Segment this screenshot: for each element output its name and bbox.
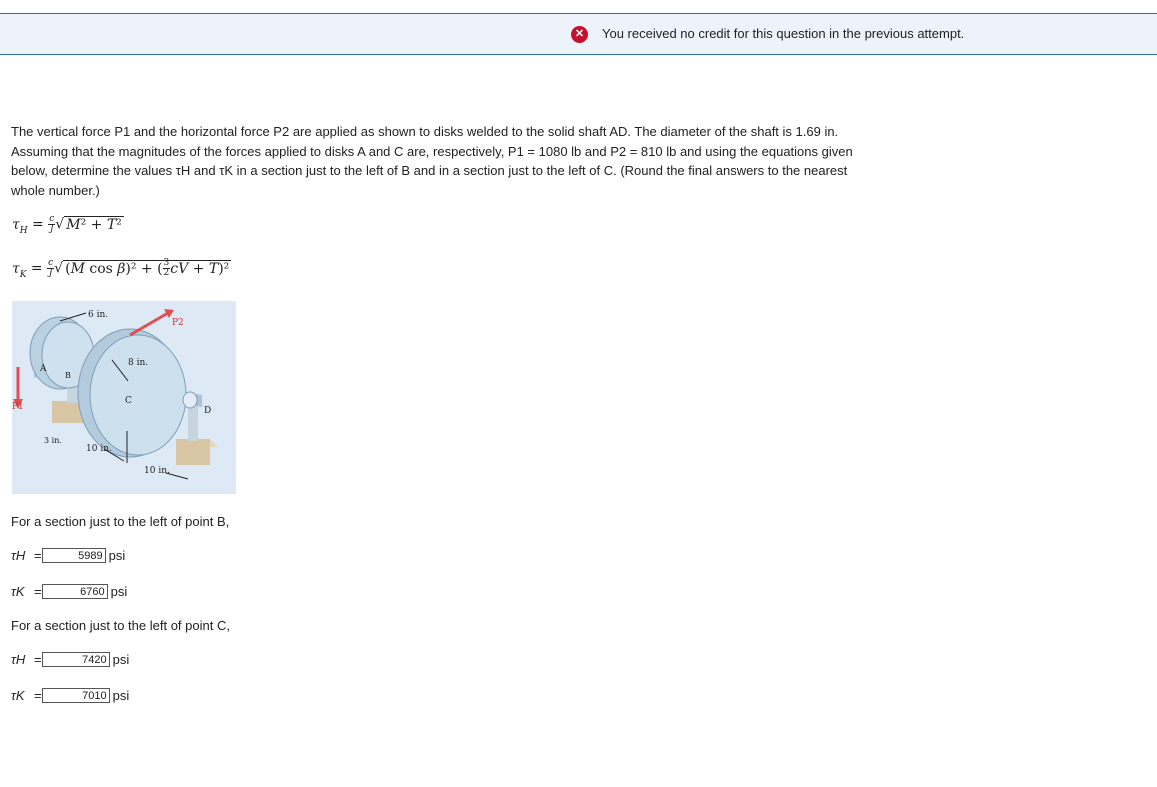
symbol: τK — [11, 687, 25, 703]
unit: psi — [108, 547, 126, 563]
answer-input-b-tau-k[interactable]: 6760 — [42, 584, 108, 599]
label-6in: 6 in. — [88, 310, 109, 320]
shaft-figure — [12, 301, 236, 494]
feedback-message: You received no credit for this question in the previous attempt. — [602, 26, 965, 41]
section-c-label: For a section just to the left of point C, — [11, 618, 230, 633]
answer-input-c-tau-k[interactable]: 7010 — [42, 688, 110, 703]
unit: psi — [112, 687, 130, 703]
label-b: B — [65, 371, 71, 380]
equation-tau-h: $\tau_H$ = $\frac{c}{J}$ √ M² + T² — [12, 214, 122, 236]
x-circle-icon: ✕ — [571, 26, 588, 43]
label-3in: 3 in. — [44, 436, 62, 445]
answer-row-b-tau-k: τK = 6760 psi — [11, 583, 128, 599]
unit: psi — [112, 651, 130, 667]
symbol: τK — [11, 583, 25, 599]
label-p1: P1 — [12, 402, 24, 412]
answer-row-c-tau-h: τH = 7420 psi — [11, 651, 130, 667]
label-8in: 8 in. — [128, 358, 149, 368]
equation-tau-k: $\tau_K$ = $\frac{c}{J}$ √ (M cos β)² + ( $\frac{3}{2}$ cV + T)² — [12, 258, 230, 280]
answer-row-b-tau-h: τH = 5989 psi — [11, 547, 126, 563]
answer-row-c-tau-k: τK = 7010 psi — [11, 687, 130, 703]
label-a: A — [40, 364, 47, 374]
label-10in-a: 10 in. — [86, 444, 112, 454]
answer-input-b-tau-h[interactable]: 5989 — [42, 548, 106, 563]
section-b-label: For a section just to the left of point B, — [11, 514, 230, 529]
label-p2: P2 — [172, 318, 184, 328]
symbol: τH — [11, 547, 26, 563]
problem-statement: The vertical force P1 and the horizontal force P2 are applied as shown to disks welded to the solid shaft AD. The diameter of the shaft is 1.69 in. Assuming that the magnitudes of the forces applied to disks A and C are, respectively, P1 = 1080 lb and P2 = 810 lb and using the equations given below, determine the values τH and τK in a section just to the left of B and in a section just to the left of C. (Round the final answers to the nearest whole number.) — [11, 124, 853, 198]
label-c: C — [125, 396, 132, 406]
feedback-banner — [0, 13, 1157, 55]
unit: psi — [110, 583, 128, 599]
symbol: τH — [11, 651, 26, 667]
label-d: D — [204, 406, 212, 416]
answer-input-c-tau-h[interactable]: 7420 — [42, 652, 110, 667]
label-10in-b: 10 in. — [144, 466, 170, 476]
